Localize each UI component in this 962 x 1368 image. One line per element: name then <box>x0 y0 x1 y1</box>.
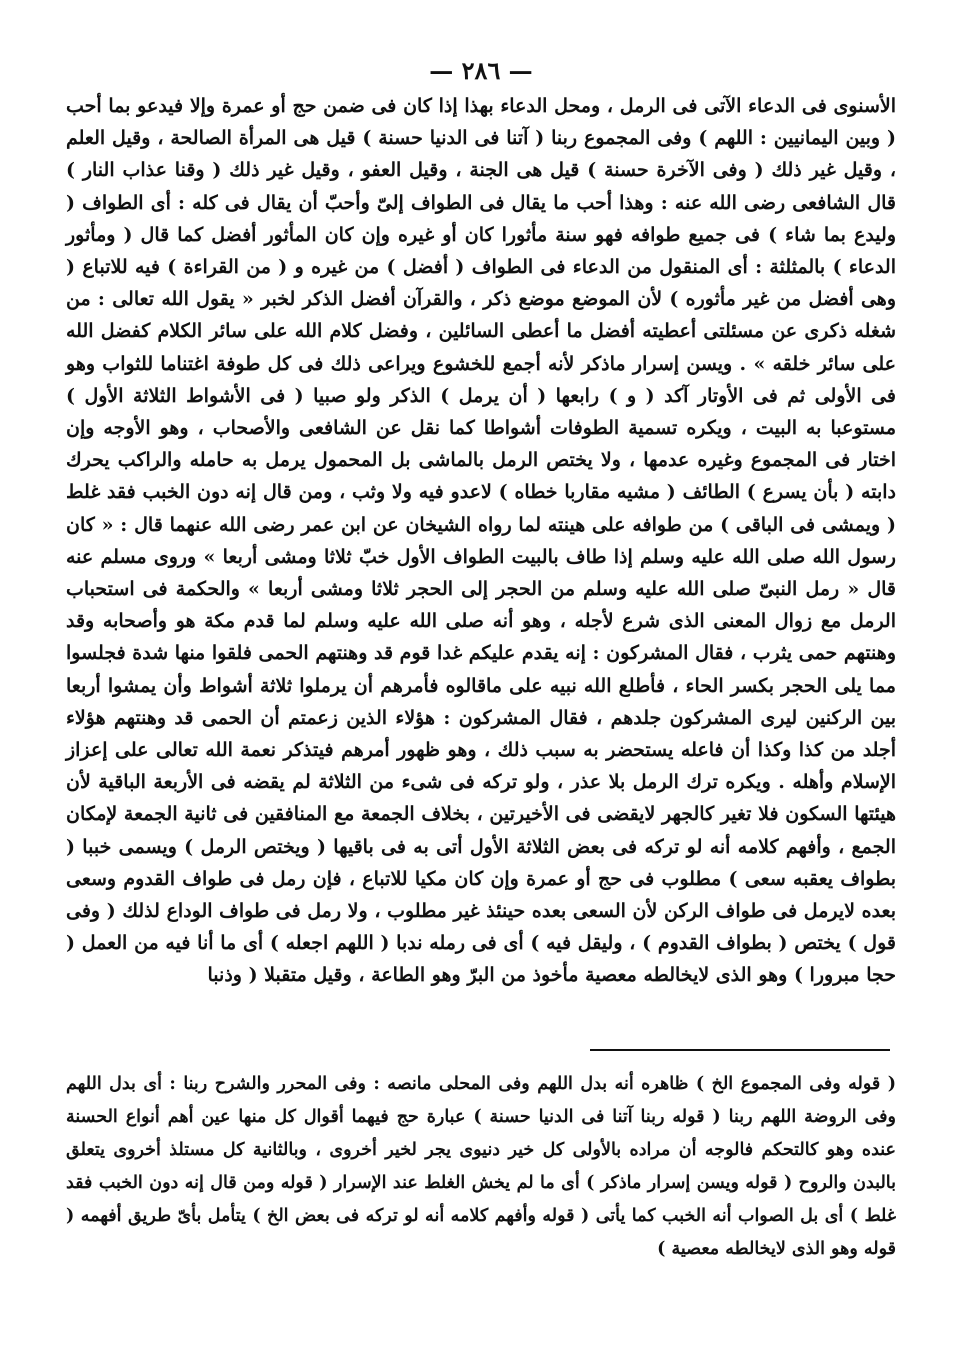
footnotes: ( قوله وفى المجموع الخ ) ظاهره أنه بدل اللهم وفى المحلى مانصه : وفى المحرر والشرح ربنا : أى بدل اللهم وفى الروضة اللهم ربنا ( قوله ربنا آتنا فى الدنيا حسنة ) عبارة حج فيهما أقوال كل منها عين أهم أنواع الحسنة عنده وهو كالتحكم فالوجه أن مراده بالأولى كل خير دنيوى يجر لخير أخروى ، وبالثانية كل مستلذ أخروى يتعلق بالبدن والروح ( قوله ويسن إسرار ماذكر ) أى ما لم يخش الغلط عند الإسرار ( قوله ومن قال إنه دون الخبب فقد غلط ) أى بل الصواب أنه الخبب كما يأتى ( قوله وأفهم كلامه أنه لو تركه فى بعض الخ ) يتأمل بأىّ طريق أفهمه ( قوله وهو الذى لايخالطه معصية ) <box>66 1074 896 1259</box>
page-number: — ٢٨٦ — <box>429 56 533 85</box>
footnote-separator <box>590 1049 890 1051</box>
main-text-body: الأسنوى فى الدعاء الآتى فى الرمل ، ومحل الدعاء بهذا إذا كان فى ضمن حج أو عمرة وإلا فيدعو بما أحب ( وبين اليمانيين : اللهم ) وفى المجموع ربنا ( آتنا فى الدنيا حسنة ) قيل هى المرأة الصالحة ، وقيل العلم ، وقيل غير ذلك ( وفى الآخرة حسنة ) قيل هى الجنة ، وقيل العفو ، وقيل غير ذلك ( وقنا عذاب النار ) قال الشافعى رضى الله عنه : وهذا أحب ما يقال فى الطواف إلىّ وأحبّ أن يقال فى كله : أى الطواف ( وليدع بما شاء ) فى جميع طوافه فهو سنة مأثورا كان أو غيره وإن كان المأثور أفضل كما قال ( ومأثور الدعاء ) بالمثلثة : أى المنقول من الدعاء فى الطواف ( أفضل ) من غيره و ( من القراءة ) فيه للاتباع ( وهى أفضل من غير مأثوره ) لأن الموضع موضع ذكر ، والقرآن أفضل الذكر لخبر « يقول الله تعالى : من شغله ذكرى عن مسئلتى أعطيته أفضل ما أعطى السائلين ، وفضل كلام الله على سائر الكلام كفضل الله على سائر خلقه » . ويسن إسرار ماذكر لأنه أجمع للخشوع ويراعى ذلك فى كل طوفة اغتناما للثواب وهو فى الأولى ثم فى الأوتار آكد ( و ) رابعها ( أن يرمل ) الذكر ولو صبيا ( فى الأشواط الثلاثة الأول ) مستوعبا به البيت ، ويكره تسمية الطوفات أشواطا كما نقل عن الشافعى والأصحاب ، وهو الأوجه وإن اختار فى المجموع وغيره عدمها ، ولا يختص الرمل بالماشى بل المحمول يرمل به حامله والراكب يحرك دابته ( بأن يسرع ) الطائف ( مشيه مقاربا خطاه ) لاعدو فيه ولا وثب ، ومن قال إنه دون الخبب فقد غلط ( ويمشى فى الباقى ) من طوافه على هينته لما رواه الشيخان عن ابن عمر رضى الله عنهما قال : « كان رسول الله صلى الله عليه وسلم إذا طاف بالبيت الطواف الأول خبّ ثلاثا ومشى أربعا » وروى مسلم عنه قال « رمل النبىّ صلى الله عليه وسلم من الحجر إلى الحجر ثلاثا ومشى أربعا » والحكمة فى استحباب الرمل مع زوال المعنى الذى شرع لأجله ، وهو أنه صلى الله عليه وسلم لما قدم مكة هو وأصحابه وقد وهنتهم حمى يثرب ، فقال المشركون : إنه يقدم عليكم غدا قوم قد وهنتهم الحمى فلقوا منها شدة فجلسوا مما يلى الحجر بكسر الحاء ، فأطلع الله نبيه على ماقالوه فأمرهم أن يرملوا ثلاثة أشواط وأن يمشوا أربعا بين الركنين ليرى المشركون جلدهم ، فقال المشركون : هؤلاء الذين زعمتم أن الحمى قد وهنتهم هؤلاء أجلد من كذا وكذا أن فاعله يستحضر به سبب ذلك ، وهو ظهور أمرهم فيتذكر نعمة الله تعالى على إعزاز الإسلام وأهله . ويكره ترك الرمل بلا عذر ، ولو تركه فى شىء من الثلاثة لم يقضه فى الأربعة الباقية لأن هيئتها السكون فلا تغير كالجهر لايقضى فى الأخيرتين ، بخلاف الجمعة مع المنافقين فى ثانية الجمعة لإمكان الجمع ، وأفهم كلامه أنه لو تركه فى بعض الثلاثة الأول أتى به فى باقيها ( ويختص الرمل ) ويسمى خببا ( بطواف يعقبه سعى ) مطلوب فى حج أو عمرة وإن كان مكيا للاتباع ، فإن رمل فى طواف القدوم وسعى بعده لايرمل فى طواف الركن لأن السعى بعده حينئذ غير مطلوب ، ولا رمل فى طواف الوداع لذلك ( وفى قول ) يختص ( بطواف القدوم ) ، وليقل فيه ) أى فى رمله ندبا ( اللهم اجعله ) أى ما أنا فيه من العمل ( حجا مبرورا ) وهو الذى لايخالطه معصية مأخوذ من البرّ وهو الطاعة ، وقيل متقبلا ( وذنبا <box>66 95 896 987</box>
